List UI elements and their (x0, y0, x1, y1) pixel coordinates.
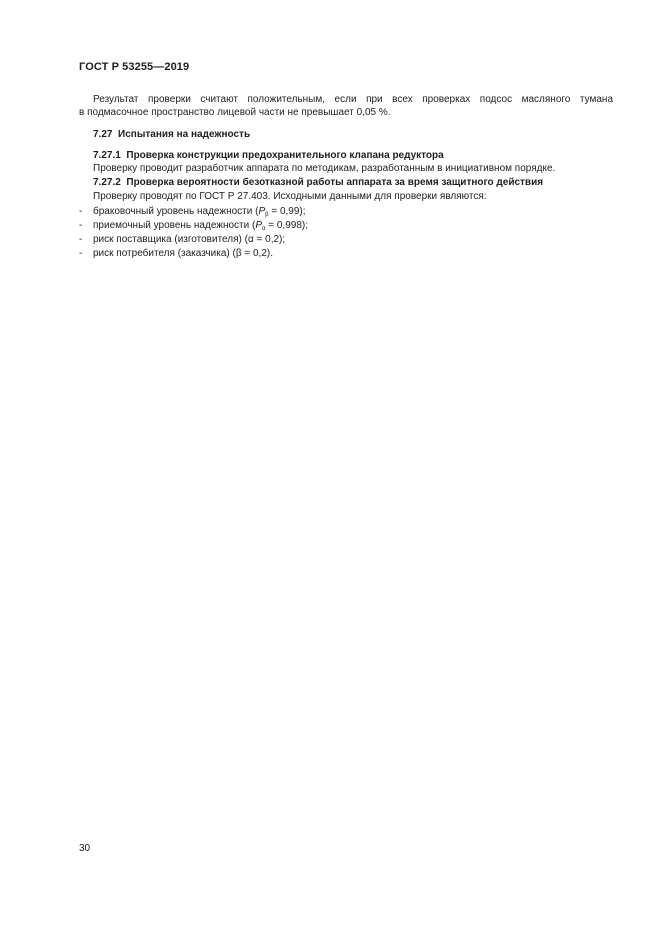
section-7-27-2-body: Проверку проводят по ГОСТ Р 27.403. Исходными данными для проверки являются: (93, 191, 487, 202)
section-7-27-1-body: Проверку проводит разработчик аппарата по методикам, разработанным в инициативном порядке. (93, 163, 556, 174)
result-paragraph-line-2: в подмасочное пространство лицевой части не превышает 0,05 %. (79, 107, 391, 118)
page-number: 30 (79, 843, 91, 854)
section-7-27-2-heading (93, 176, 543, 189)
list-item-supplier-risk: - риск поставщика (изготовителя) (α = 0,2); (79, 234, 286, 245)
section-7-27-heading (93, 128, 250, 141)
list-item-consumer-risk: - риск потребителя (заказчика) (β = 0,2). (79, 248, 274, 259)
list-dash: - (79, 248, 83, 259)
section-7-27-1-number: 7.27.1 (93, 150, 121, 161)
section-7-27-1-title: Проверка конструкции предохранительного клапана редуктора (126, 150, 444, 161)
section-7-27-title: Испытания на надежность (118, 129, 251, 140)
list-dash: - (79, 234, 83, 245)
section-7-27-1-heading (93, 149, 444, 162)
list-item-reject-level: - браковочный уровень надежности $(P_\beta = 0,99)$; (79, 206, 306, 218)
section-7-27-number: 7.27 (93, 129, 113, 140)
list-dash: - (79, 220, 83, 231)
list-dash: - (79, 206, 83, 217)
list-item-accept-level: - приемочный уровень надежности $(P_\alpha = 0,998)$; (79, 220, 308, 232)
section-7-27-2-number: 7.27.2 (93, 177, 121, 188)
result-paragraph-line-1: Результат проверки считают положительным, если при всех проверках подсос масляного тумана (93, 94, 613, 105)
document-header: ГОСТ Р 53255—2019 (79, 61, 190, 73)
section-7-27-2-title: Проверка вероятности безотказной работы аппарата за время защитного действия (126, 177, 544, 188)
